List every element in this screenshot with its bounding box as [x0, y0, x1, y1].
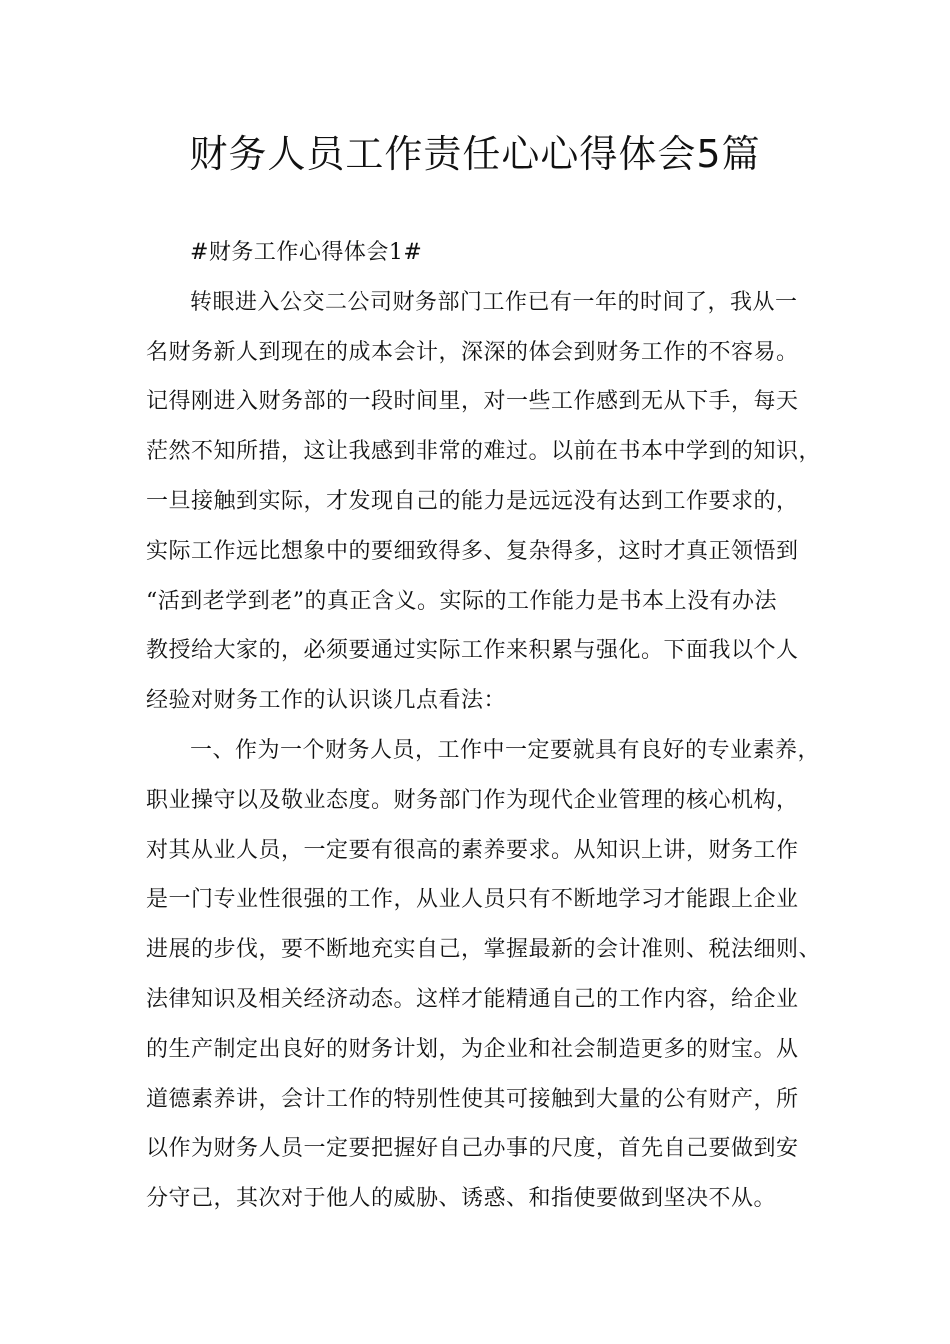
paragraph-line: 经验对财务工作的认识谈几点看法： — [146, 688, 507, 714]
paragraph-line: 实际工作远比想象中的要细致得多、复杂得多，这时才真正领悟到 — [146, 538, 799, 564]
paragraph-line: 转眼进入公交二公司财务部门工作已有一年的时间了，我从一 — [190, 289, 798, 315]
paragraph-line: 分守己，其次对于他人的威胁、诱惑、和指使要做到坚决不从。 — [146, 1186, 777, 1212]
paragraph-line: “活到老学到老”的真正含义。实际的工作能力是书本上没有办法 — [146, 588, 777, 614]
paragraph-line: 一旦接触到实际，才发现自己的能力是远远没有达到工作要求的， — [146, 488, 799, 514]
section-heading: #财务工作心得体会1# — [190, 240, 423, 265]
paragraph-line: 进展的步伐，要不断地充实自己，掌握最新的会计准则、税法细则、 — [146, 937, 822, 963]
paragraph-line: 以作为财务人员一定要把握好自己办事的尺度，首先自己要做到安 — [146, 1136, 799, 1162]
paragraph-line: 教授给大家的，必须要通过实际工作来积累与强化。下面我以个人 — [146, 638, 799, 664]
paragraph-line: 法律知识及相关经济动态。这样才能精通自己的工作内容，给企业 — [146, 986, 799, 1012]
paragraph-line: 对其从业人员，一定要有很高的素养要求。从知识上讲，财务工作 — [146, 837, 799, 863]
paragraph-line: 记得刚进入财务部的一段时间里，对一些工作感到无从下手，每天 — [146, 389, 799, 415]
paragraph-line: 职业操守以及敬业态度。财务部门作为现代企业管理的核心机构， — [146, 787, 799, 813]
paragraph-line: 一、作为一个财务人员，工作中一定要就具有良好的专业素养， — [190, 737, 821, 763]
paragraph-line: 的生产制定出良好的财务计划，为企业和社会制造更多的财宝。从 — [146, 1036, 799, 1062]
document-title: 财务人员工作责任心心得体会5篇 — [189, 132, 761, 176]
paragraph-line: 茫然不知所措，这让我感到非常的难过。以前在书本中学到的知识， — [146, 439, 822, 465]
paragraph-line: 名财务新人到现在的成本会计，深深的体会到财务工作的不容易。 — [146, 339, 799, 365]
paragraph-line: 是一门专业性很强的工作，从业人员只有不断地学习才能跟上企业 — [146, 887, 799, 913]
paragraph-line: 道德素养讲，会计工作的特别性使其可接触到大量的公有财产，所 — [146, 1086, 799, 1112]
document-body — [146, 228, 826, 1224]
